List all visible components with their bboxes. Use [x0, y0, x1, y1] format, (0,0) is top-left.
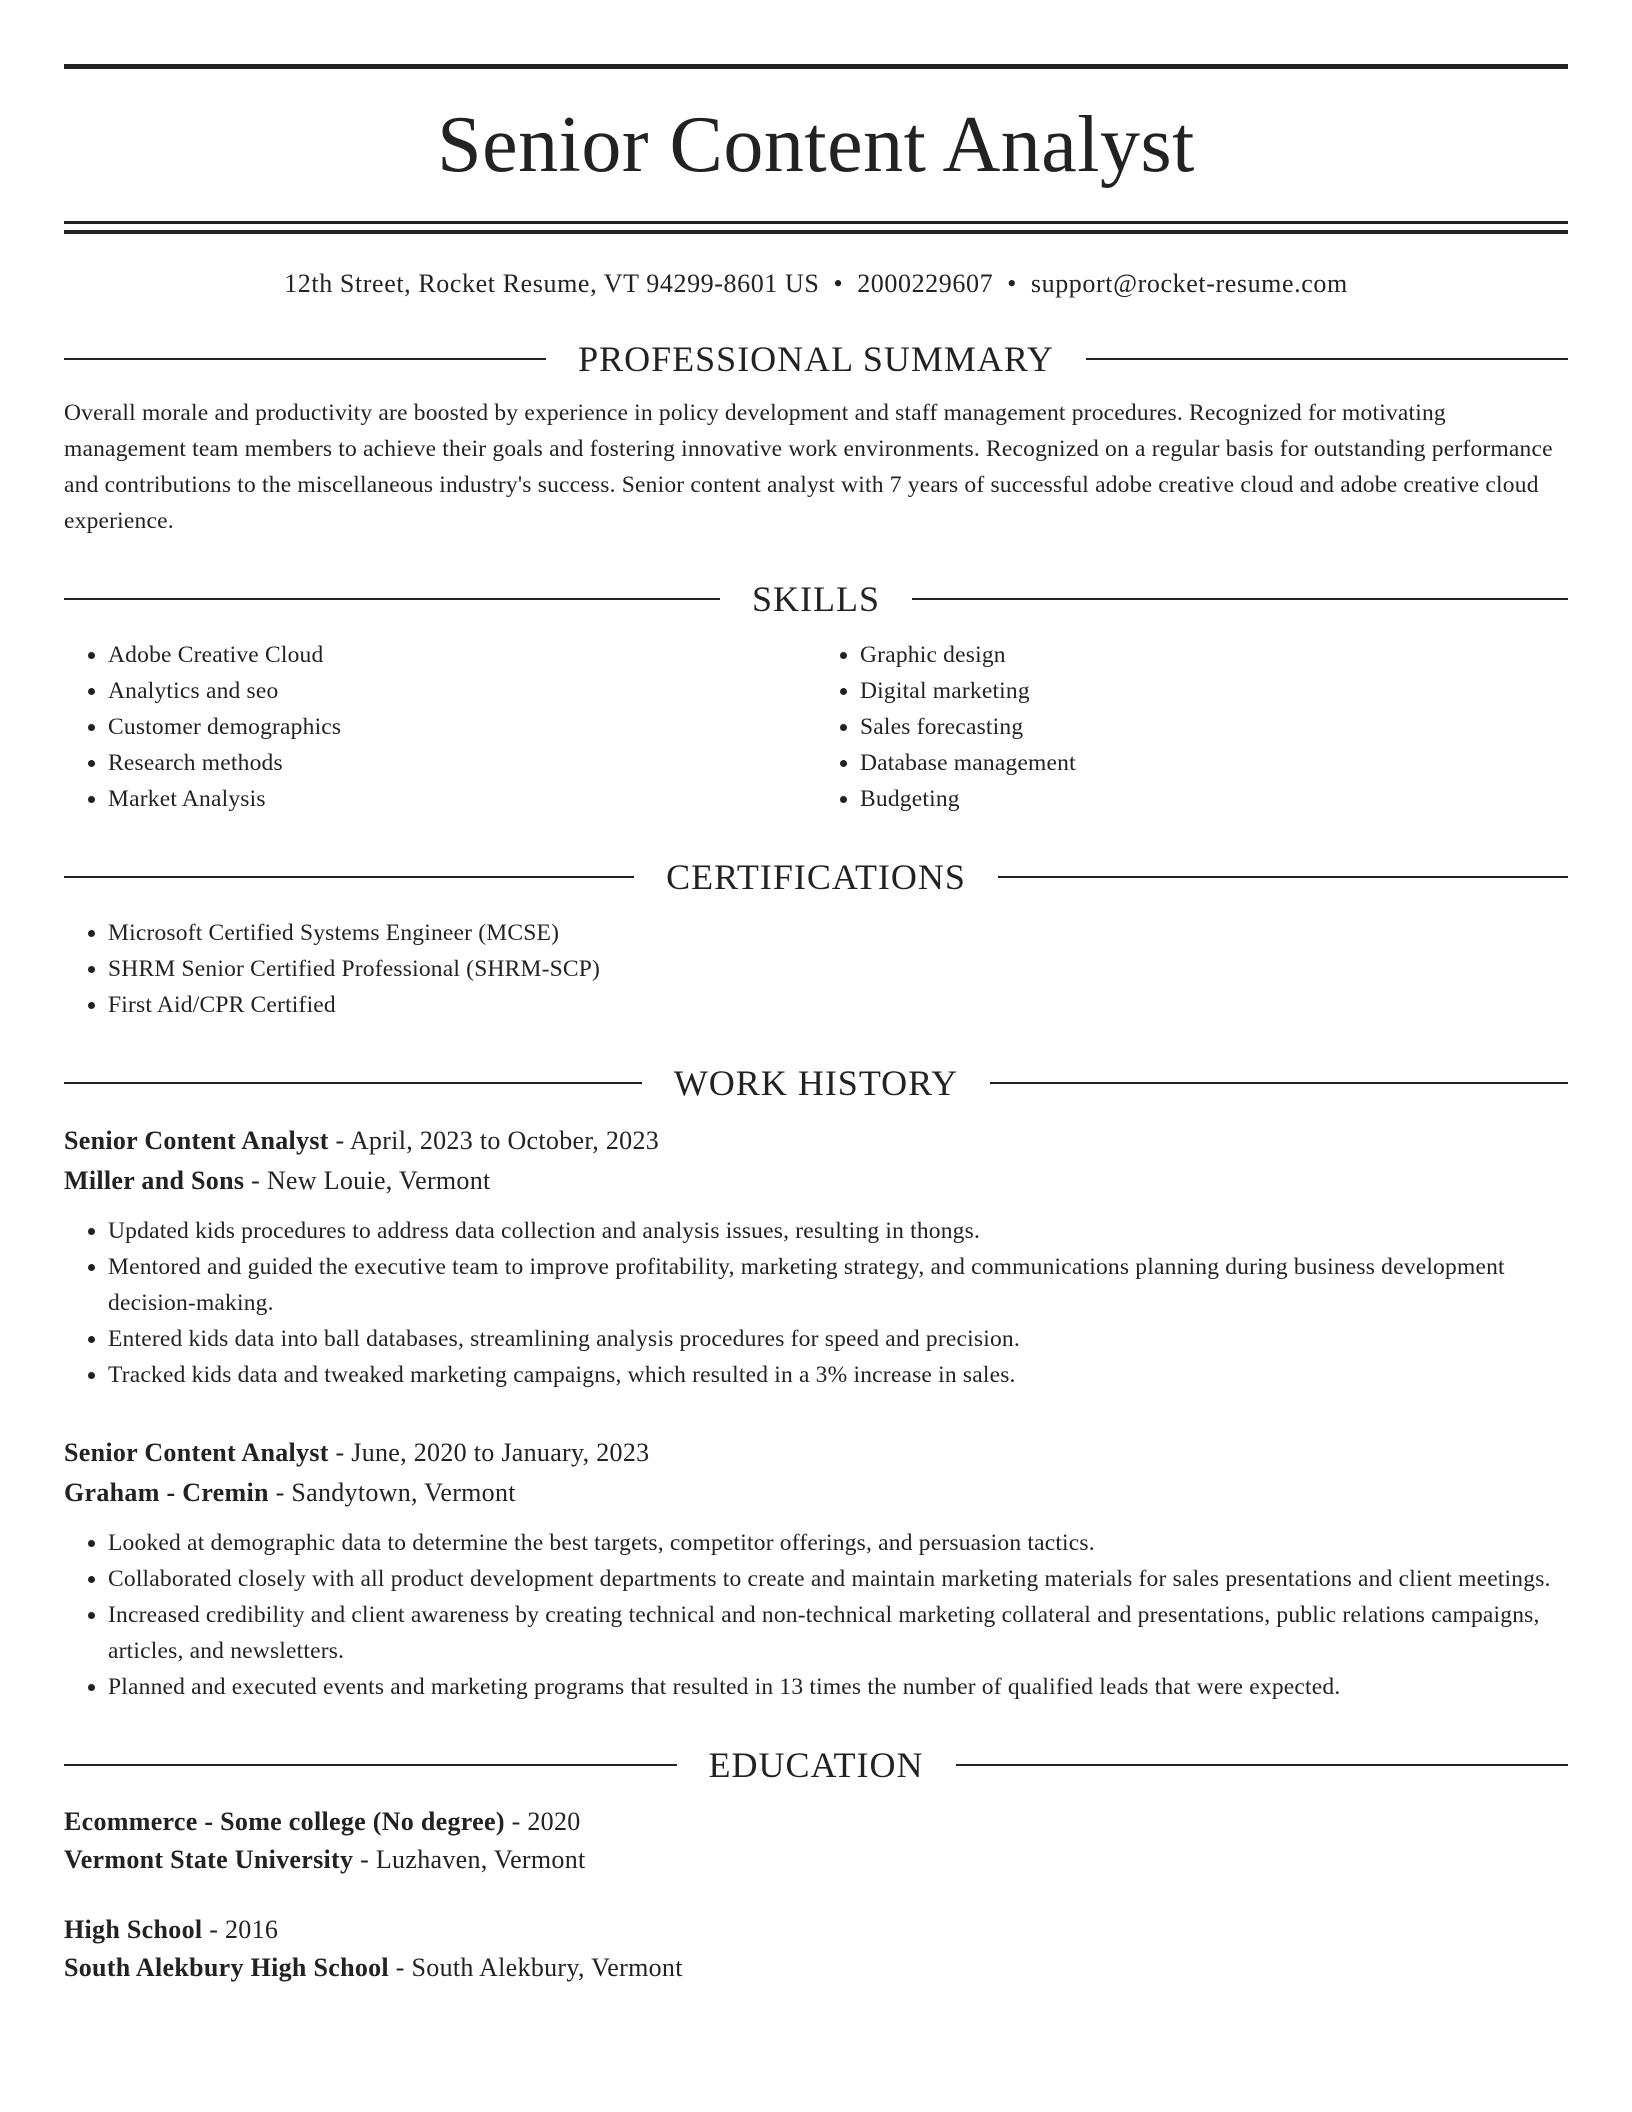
heading-rule	[64, 358, 546, 360]
list-item: • Graphic design	[860, 637, 1568, 673]
education-school: South Alekbury High School	[64, 1953, 389, 1983]
heading-rule	[64, 598, 720, 600]
list-item: • Looked at demographic data to determine the best targets, competitor offerings, and persuasion tactics.	[108, 1525, 1568, 1561]
heading-rule	[64, 1764, 677, 1766]
list-item: • Budgeting	[860, 781, 1568, 817]
education-entry	[64, 1803, 1568, 1879]
heading-rule	[1086, 358, 1568, 360]
job-company-line	[64, 1473, 1568, 1513]
job-entry	[64, 1433, 1568, 1705]
list-item: • Entered kids data into ball databases, streamlining analysis procedures for speed and precision.	[108, 1321, 1568, 1357]
job-location: - Sandytown, Vermont	[268, 1478, 516, 1508]
summary-text: Overall morale and productivity are boosted by experience in policy development and staff management procedures. Recognized for motivating management team members to achieve their goals and fostering innovative work environments. Recognized on a regular basis for outstanding performance and contributions to the miscellaneous industry's success. Senior content analyst with 7 years of successful adobe creative cloud and adobe creative cloud experience.	[64, 400, 1553, 535]
section-title: EDUCATION	[708, 1745, 924, 1786]
list-item: • Planned and executed events and marketing programs that resulted in 13 times the number of qualified leads that were expected.	[108, 1669, 1568, 1705]
education-degree-line	[64, 1911, 1568, 1949]
heading-rule	[64, 876, 634, 878]
list-item: • Research methods	[108, 745, 816, 781]
list-item: • SHRM Senior Certified Professional (SHRM-SCP)	[108, 951, 1568, 987]
section-heading-summary	[64, 335, 1568, 383]
title-rule-2	[64, 230, 1568, 234]
education-year: - 2020	[504, 1807, 581, 1837]
section-title: CERTIFICATIONS	[666, 857, 966, 898]
education-entry	[64, 1911, 1568, 1987]
heading-rule	[990, 1082, 1568, 1084]
job-dates: - April, 2023 to October, 2023	[328, 1126, 660, 1156]
contact-phone: 2000229607	[857, 269, 994, 298]
education-location: - Luzhaven, Vermont	[353, 1845, 586, 1875]
contact-separator: •	[833, 269, 844, 298]
section-title: WORK HISTORY	[673, 1063, 959, 1104]
education-degree: High School	[64, 1915, 203, 1945]
list-item: • Increased credibility and client awareness by creating technical and non-technical marketing collateral and presentations, public relations campaigns, articles, and newsletters.	[108, 1597, 1568, 1669]
list-item: • First Aid/CPR Certified	[108, 987, 1568, 1023]
certifications-list	[64, 915, 1568, 1023]
list-item: • Mentored and guided the executive team to improve profitability, marketing strategy, and communications planning during business development decision-making.	[108, 1249, 1568, 1321]
contact-line	[64, 268, 1568, 299]
education-degree: Ecommerce - Some college (No degree)	[64, 1807, 505, 1837]
job-dates: - June, 2020 to January, 2023	[328, 1438, 650, 1468]
list-item: • Collaborated closely with all product development departments to create and maintain marketing materials for sales presentations and client meetings.	[108, 1561, 1568, 1597]
job-location: - New Louie, Vermont	[244, 1166, 491, 1196]
section-heading-education	[64, 1741, 1568, 1789]
job-title-line	[64, 1433, 1568, 1473]
list-item: • Analytics and seo	[108, 673, 816, 709]
list-item: • Database management	[860, 745, 1568, 781]
job-bullets	[64, 1525, 1568, 1705]
job-title-line	[64, 1121, 1568, 1161]
heading-rule	[956, 1764, 1569, 1766]
contact-separator: •	[1007, 269, 1017, 298]
section-heading-certifications	[64, 853, 1568, 901]
skills-list	[64, 637, 1568, 817]
job-company: Graham - Cremin	[64, 1478, 269, 1508]
section-title: PROFESSIONAL SUMMARY	[578, 339, 1054, 380]
list-item: • Tracked kids data and tweaked marketing campaigns, which resulted in a 3% increase in sales.	[108, 1357, 1568, 1393]
page-title: Senior Content Analyst	[437, 101, 1195, 189]
job-company: Miller and Sons	[64, 1166, 245, 1196]
list-item: • Sales forecasting	[860, 709, 1568, 745]
education-location: - South Alekbury, Vermont	[388, 1953, 683, 1983]
list-item: • Digital marketing	[860, 673, 1568, 709]
education-degree-line	[64, 1803, 1568, 1841]
skills-column-right	[816, 637, 1568, 817]
heading-rule	[912, 598, 1568, 600]
list-item: • Market Analysis	[108, 781, 816, 817]
job-company-line	[64, 1161, 1568, 1201]
contact-email[interactable]: support@rocket-resume.com	[1030, 269, 1348, 298]
list-item: • Microsoft Certified Systems Engineer (MCSE)	[108, 915, 1568, 951]
education-school-line	[64, 1841, 1568, 1879]
heading-rule	[998, 876, 1568, 878]
top-rule	[64, 64, 1568, 69]
education-school-line	[64, 1949, 1568, 1987]
section-heading-skills	[64, 575, 1568, 623]
heading-rule	[64, 1082, 642, 1084]
section-heading-work	[64, 1059, 1568, 1107]
job-title: Senior Content Analyst	[64, 1126, 329, 1156]
job-entry	[64, 1121, 1568, 1393]
list-item: • Adobe Creative Cloud	[108, 637, 816, 673]
section-title: SKILLS	[752, 579, 881, 620]
education-school: Vermont State University	[64, 1845, 354, 1875]
skills-column-left	[64, 637, 816, 817]
job-bullets	[64, 1213, 1568, 1393]
contact-address: 12th Street, Rocket Resume, VT 94299-8601 US	[284, 269, 820, 298]
list-item: • Customer demographics	[108, 709, 816, 745]
job-title: Senior Content Analyst	[64, 1438, 329, 1468]
list-item: • Updated kids procedures to address data collection and analysis issues, resulting in thongs.	[108, 1213, 1568, 1249]
title-rule-1	[64, 221, 1568, 224]
education-year: - 2016	[202, 1915, 279, 1945]
